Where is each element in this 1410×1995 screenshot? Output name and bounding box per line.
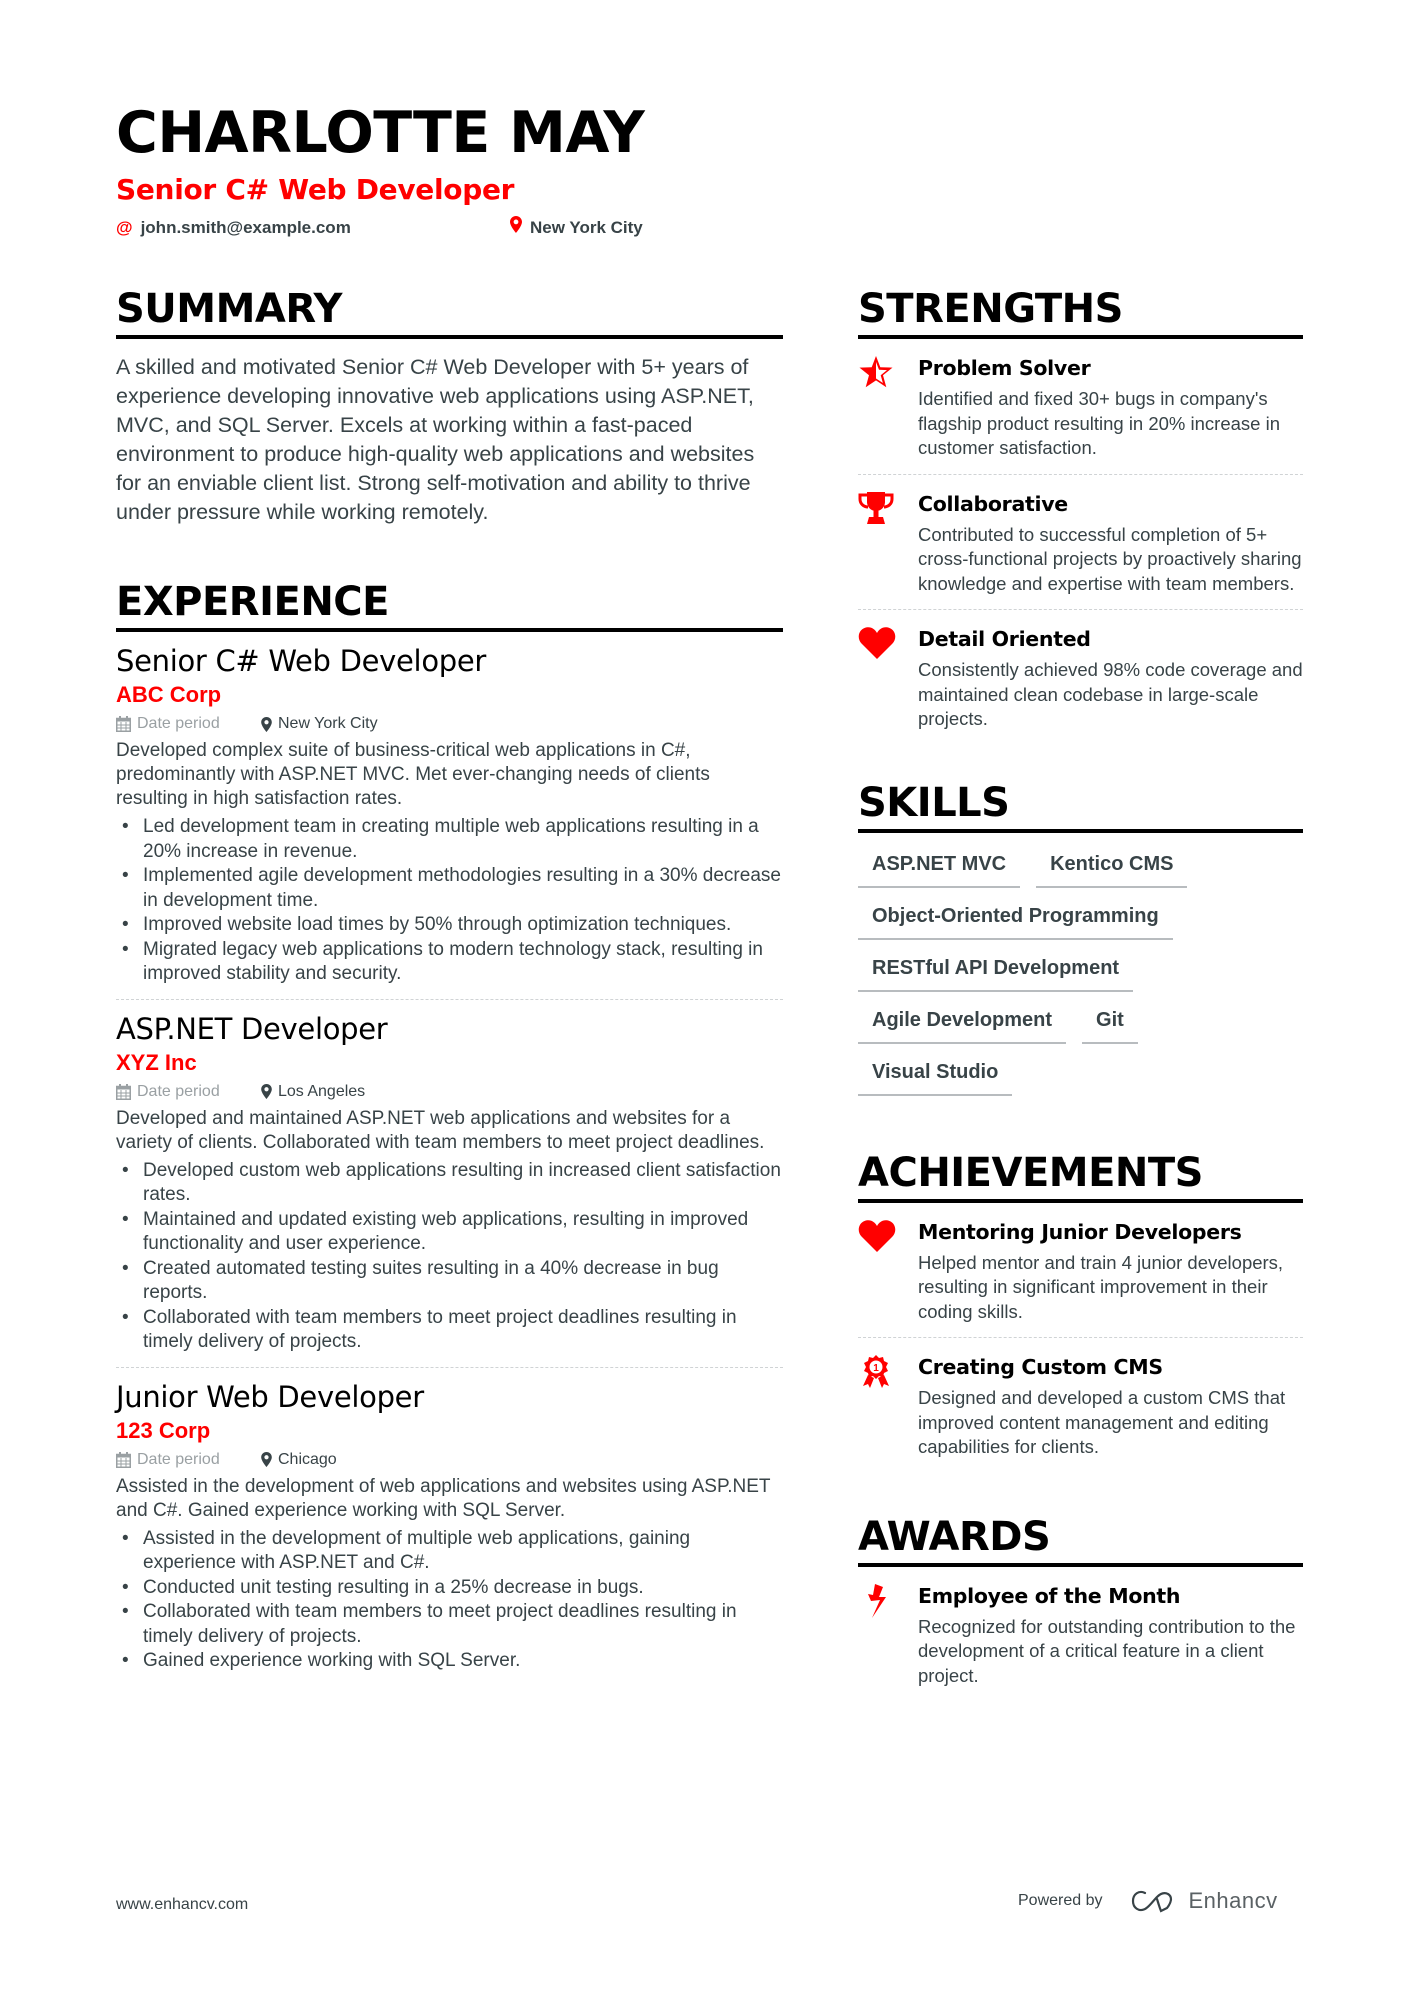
skill-tag: Object-Oriented Programming bbox=[858, 902, 1173, 940]
svg-text:1: 1 bbox=[873, 1363, 879, 1374]
trophy-icon bbox=[858, 489, 918, 597]
skills-list bbox=[858, 850, 1303, 1096]
job-date: Date period bbox=[116, 1448, 261, 1472]
skill-tag: ASP.NET MVC bbox=[858, 850, 1020, 888]
section-title: SKILLS bbox=[858, 779, 1010, 826]
strength-description: Consistently achieved 98% code coverage and maintained clean codebase in large-scale projects. bbox=[918, 659, 1303, 729]
section-title: SUMMARY bbox=[116, 286, 342, 332]
job-bullet: • Improved website load times by 50% through optimization techniques. bbox=[116, 913, 783, 938]
job-date: Date period bbox=[116, 712, 261, 736]
map-pin-icon bbox=[261, 1452, 272, 1467]
strength-item bbox=[858, 489, 1303, 597]
job-meta bbox=[116, 1080, 783, 1104]
heart-icon bbox=[858, 1217, 918, 1325]
resume-header bbox=[116, 98, 644, 239]
skills-section bbox=[858, 778, 1303, 1096]
achievement-item bbox=[858, 1352, 1303, 1460]
job-location: Chicago bbox=[261, 1448, 337, 1472]
item-divider bbox=[858, 1337, 1303, 1338]
location-text: New York City bbox=[530, 217, 643, 237]
section-divider bbox=[858, 1199, 1303, 1203]
award-item bbox=[858, 1581, 1303, 1689]
job-bullet: • Implemented agile development methodologies resulting in a 30% decrease in development time. bbox=[116, 864, 783, 913]
section-title: STRENGTHS bbox=[858, 286, 1123, 332]
job-bullet: • Assisted in the development of multiple web applications, gaining experience with ASP.NET and C#. bbox=[116, 1527, 783, 1576]
heart-icon bbox=[858, 624, 918, 732]
calendar-icon bbox=[116, 716, 131, 732]
strength-title: Detail Oriented bbox=[918, 627, 1091, 651]
skill-tag: Kentico CMS bbox=[1036, 850, 1187, 888]
skill-tag: Git bbox=[1082, 1006, 1138, 1044]
enhancv-logo-icon bbox=[1131, 1889, 1177, 1913]
job-bullet: • Led development team in creating multiple web applications resulting in a 20% increase in revenue. bbox=[116, 815, 783, 864]
achievement-description: Helped mentor and train 4 junior developers, resulting in significant improvement in their coding skills. bbox=[918, 1251, 1284, 1322]
footer-website-link[interactable]: www.enhancv.com bbox=[116, 1896, 249, 1913]
section-divider bbox=[116, 628, 783, 632]
item-divider bbox=[116, 1367, 783, 1368]
strength-item bbox=[858, 624, 1303, 732]
section-divider bbox=[858, 335, 1303, 339]
footer-branding[interactable] bbox=[1018, 1888, 1278, 1914]
job-bullet: • Maintained and updated existing web applications, resulting in improved functionality and user experience. bbox=[116, 1208, 783, 1257]
skill-tag: Agile Development bbox=[858, 1006, 1066, 1044]
job-bullet: • Collaborated with team members to meet project deadlines resulting in timely delivery of projects. bbox=[116, 1600, 783, 1649]
job-bullet: • Gained experience working with SQL Server. bbox=[116, 1649, 783, 1674]
job-meta bbox=[116, 712, 783, 736]
lightning-icon bbox=[858, 1581, 918, 1689]
job-description: Assisted in the development of web applications and websites using ASP.NET and C#. Gained experience working with SQL Server. bbox=[116, 1475, 771, 1521]
job-description: Developed and maintained ASP.NET web applications and websites for a variety of clients. Collaborated with team members to meet project deadlines. bbox=[116, 1107, 765, 1153]
achievements-section bbox=[858, 1148, 1303, 1460]
map-pin-icon bbox=[510, 216, 522, 239]
job-bullets bbox=[116, 1159, 783, 1355]
left-column bbox=[116, 284, 783, 1674]
summary-text: A skilled and motivated Senior C# Web Developer with 5+ years of experience developing innovative web applications using ASP.NET, MVC, and SQL Server. Excels at working within a fast-paced environment to produce high-quality web applications and websites for an enviable client list. Strong self-motivation and ability to thrive under pressure while working remotely. bbox=[116, 355, 755, 524]
calendar-icon bbox=[116, 1452, 131, 1468]
candidate-title: Senior C# Web Developer bbox=[116, 173, 515, 206]
job-location: Los Angeles bbox=[261, 1080, 365, 1104]
experience-item bbox=[116, 642, 783, 987]
section-title: AWARDS bbox=[858, 1513, 1051, 1560]
right-column bbox=[858, 284, 1303, 1688]
job-bullets bbox=[116, 815, 783, 987]
job-bullet: • Migrated legacy web applications to modern technology stack, resulting in improved stability and security. bbox=[116, 938, 783, 987]
job-bullet: • Conducted unit testing resulting in a 25% decrease in bugs. bbox=[116, 1576, 783, 1601]
skill-tag: RESTful API Development bbox=[858, 954, 1133, 992]
job-bullet: • Collaborated with team members to meet project deadlines resulting in timely delivery of projects. bbox=[116, 1306, 783, 1355]
email-text: john.smith@example.com bbox=[140, 217, 351, 237]
powered-by-label: Powered by bbox=[1018, 1892, 1103, 1909]
summary-section bbox=[116, 284, 783, 527]
job-role: Junior Web Developer bbox=[116, 1379, 424, 1414]
contact-email[interactable] bbox=[116, 216, 510, 239]
job-location: New York City bbox=[261, 712, 378, 736]
contact-location bbox=[510, 216, 643, 239]
section-divider bbox=[116, 335, 783, 339]
skill-tag: Visual Studio bbox=[858, 1058, 1012, 1096]
strengths-section bbox=[858, 284, 1303, 732]
section-divider bbox=[858, 1563, 1303, 1567]
job-company: ABC Corp bbox=[116, 682, 222, 707]
star-icon bbox=[858, 353, 918, 461]
calendar-icon bbox=[116, 1084, 131, 1100]
award-description: Recognized for outstanding contribution to the development of a critical feature in a client project. bbox=[918, 1615, 1296, 1686]
item-divider bbox=[858, 474, 1303, 475]
section-divider bbox=[858, 829, 1303, 833]
strength-description: Contributed to successful completion of 5+ cross-functional projects by proactively sharing knowledge and expertise with team members. bbox=[918, 523, 1302, 594]
strength-item bbox=[858, 353, 1303, 461]
brand-name: Enhancv bbox=[1188, 1888, 1278, 1913]
item-divider bbox=[116, 999, 783, 1000]
award-title: Employee of the Month bbox=[918, 1583, 1181, 1608]
award-ribbon-icon bbox=[858, 1352, 918, 1460]
job-company: XYZ Inc bbox=[116, 1049, 197, 1075]
job-role: ASP.NET Developer bbox=[116, 1011, 388, 1046]
at-icon: @ bbox=[116, 217, 133, 237]
achievement-item bbox=[858, 1217, 1303, 1325]
achievement-title: Mentoring Junior Developers bbox=[918, 1219, 1242, 1244]
job-company: 123 Corp bbox=[116, 1417, 211, 1443]
map-pin-icon bbox=[261, 1084, 272, 1099]
job-bullet: • Created automated testing suites resulting in a 40% decrease in bug reports. bbox=[116, 1257, 783, 1306]
experience-item bbox=[116, 1010, 783, 1355]
contact-row bbox=[116, 216, 644, 239]
strength-description: Identified and fixed 30+ bugs in company's flagship product resulting in 20% increase in customer satisfaction. bbox=[918, 388, 1280, 458]
job-bullets bbox=[116, 1527, 783, 1674]
strength-title: Problem Solver bbox=[918, 356, 1091, 380]
job-role: Senior C# Web Developer bbox=[116, 644, 487, 678]
section-title: ACHIEVEMENTS bbox=[858, 1149, 1203, 1196]
achievement-description: Designed and developed a custom CMS that improved content management and editing capabilities for clients. bbox=[918, 1387, 1286, 1457]
experience-section bbox=[116, 577, 783, 1674]
job-description: Developed complex suite of business-critical web applications in C#, predominantly with ASP.NET MVC. Met ever-changing needs of clients resulting in high satisfaction rates. bbox=[116, 740, 710, 809]
strength-title: Collaborative bbox=[918, 491, 1068, 516]
job-date: Date period bbox=[116, 1080, 261, 1104]
awards-section bbox=[858, 1512, 1303, 1689]
achievement-title: Creating Custom CMS bbox=[918, 1355, 1163, 1379]
experience-item bbox=[116, 1378, 783, 1674]
map-pin-icon bbox=[261, 717, 272, 732]
job-meta bbox=[116, 1448, 783, 1472]
section-title: EXPERIENCE bbox=[116, 579, 389, 625]
job-bullet: • Developed custom web applications resulting in increased client satisfaction rates. bbox=[116, 1159, 783, 1208]
candidate-name: CHARLOTTE MAY bbox=[116, 100, 645, 166]
item-divider bbox=[858, 609, 1303, 610]
